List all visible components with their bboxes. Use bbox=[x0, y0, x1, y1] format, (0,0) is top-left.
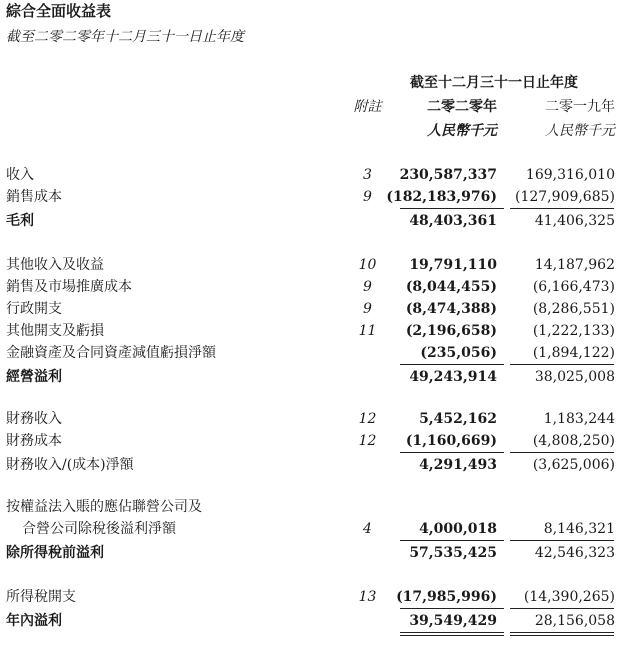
row-value-2020: (8,474,388) bbox=[405, 301, 497, 317]
total-double-rule-2019-bottom bbox=[510, 635, 614, 636]
row-label: 財務成本 bbox=[6, 433, 62, 449]
row-value-2019: (1,222,133) bbox=[532, 323, 615, 339]
subtotal-rule-2019 bbox=[510, 452, 614, 453]
subtotal-rule-2020 bbox=[400, 540, 504, 541]
row-value-2020: 4,000,018 bbox=[419, 521, 497, 537]
subtotal-rule-2020 bbox=[400, 608, 504, 609]
row-label: 金融資產及合同資產減值虧損淨額 bbox=[6, 345, 216, 361]
row-value-2019: 38,025,008 bbox=[534, 369, 615, 385]
total-double-rule-2020-bottom bbox=[400, 635, 504, 636]
row-label: 除所得稅前溢利 bbox=[6, 545, 104, 561]
subtotal-rule-2019 bbox=[510, 364, 614, 365]
row-value-2020: (235,056) bbox=[420, 345, 497, 361]
period-header: 截至十二月三十一日止年度 bbox=[410, 75, 578, 91]
subtotal-rule-2019 bbox=[510, 608, 614, 609]
row-note: 3 bbox=[363, 167, 372, 183]
row-value-2019: (3,625,006) bbox=[532, 457, 615, 473]
row-label: 財務收入 bbox=[6, 411, 62, 427]
row-note: 10 bbox=[358, 257, 377, 273]
statement-subtitle: 截至二零二零年十二月三十一日止年度 bbox=[6, 29, 244, 45]
row-note: 9 bbox=[363, 189, 372, 205]
subtotal-rule-2019 bbox=[510, 208, 614, 209]
row-value-2019: (6,166,473) bbox=[532, 279, 615, 295]
row-value-2020: 5,452,162 bbox=[419, 411, 497, 427]
row-value-2019: 1,183,244 bbox=[543, 411, 615, 427]
row-label: 財務收入/(成本)淨額 bbox=[6, 457, 134, 473]
row-label: 銷售成本 bbox=[6, 189, 62, 205]
row-value-2019: (14,390,265) bbox=[523, 589, 615, 605]
subtotal-rule-2019 bbox=[510, 540, 614, 541]
row-label: 毛利 bbox=[6, 213, 34, 229]
row-label: 所得稅開支 bbox=[6, 589, 76, 605]
row-value-2019: 8,146,321 bbox=[543, 521, 615, 537]
row-value-2020: (182,183,976) bbox=[386, 189, 497, 205]
row-label: 其他開支及虧損 bbox=[6, 323, 104, 339]
row-note: 11 bbox=[358, 323, 377, 339]
total-double-rule-2020-top bbox=[400, 632, 504, 633]
row-value-2019: (8,286,551) bbox=[532, 301, 615, 317]
row-value-2020: 19,791,110 bbox=[409, 257, 497, 273]
row-value-2020: (1,160,669) bbox=[405, 433, 497, 449]
row-value-2019: 42,546,323 bbox=[534, 545, 615, 561]
row-value-2020: (2,196,658) bbox=[405, 323, 497, 339]
subtotal-rule-2020 bbox=[400, 364, 504, 365]
row-value-2020: 230,587,337 bbox=[399, 167, 497, 183]
subtotal-rule-2020 bbox=[400, 208, 504, 209]
subtotal-rule-2020 bbox=[400, 452, 504, 453]
row-label: 銷售及市場推廣成本 bbox=[6, 279, 132, 295]
row-note: 12 bbox=[358, 433, 377, 449]
row-label: 收入 bbox=[6, 167, 34, 183]
row-value-2019: 41,406,325 bbox=[534, 213, 615, 229]
row-value-2019: 14,187,962 bbox=[534, 257, 615, 273]
row-note: 12 bbox=[358, 411, 377, 427]
row-label: 按權益法入賬的應佔聯營公司及 bbox=[6, 499, 202, 515]
row-note: 4 bbox=[363, 521, 372, 537]
row-value-2020: 4,291,493 bbox=[419, 457, 497, 473]
unit-2020-header: 人民幣千元 bbox=[427, 123, 497, 139]
row-label: 其他收入及收益 bbox=[6, 257, 104, 273]
row-value-2020: 57,535,425 bbox=[409, 545, 497, 561]
year-2020-header: 二零二零年 bbox=[427, 99, 497, 115]
row-value-2020: 39,549,429 bbox=[409, 613, 497, 629]
row-note: 13 bbox=[358, 589, 377, 605]
unit-2019-header: 人民幣千元 bbox=[545, 123, 615, 139]
row-label: 年內溢利 bbox=[6, 613, 62, 629]
row-value-2020: 48,403,361 bbox=[409, 213, 497, 229]
row-label: 經營溢利 bbox=[6, 369, 62, 385]
row-value-2019: (1,894,122) bbox=[532, 345, 615, 361]
row-value-2019: 169,316,010 bbox=[525, 167, 615, 183]
year-2019-header: 二零一九年 bbox=[545, 99, 615, 115]
row-value-2019: 28,156,058 bbox=[534, 613, 615, 629]
total-double-rule-2019-top bbox=[510, 632, 614, 633]
row-label: 行政開支 bbox=[6, 301, 62, 317]
row-value-2020: (17,985,996) bbox=[396, 589, 497, 605]
row-label: 合營公司除稅後溢利淨額 bbox=[22, 521, 176, 537]
row-note: 9 bbox=[363, 279, 372, 295]
row-value-2020: 49,243,914 bbox=[409, 369, 497, 385]
notes-header: 附註 bbox=[353, 99, 382, 115]
row-value-2019: (4,808,250) bbox=[532, 433, 615, 449]
statement-title: 綜合全面收益表 bbox=[6, 2, 112, 20]
row-value-2019: (127,909,685) bbox=[515, 189, 615, 205]
row-value-2020: (8,044,455) bbox=[405, 279, 497, 295]
row-note: 9 bbox=[363, 301, 372, 317]
